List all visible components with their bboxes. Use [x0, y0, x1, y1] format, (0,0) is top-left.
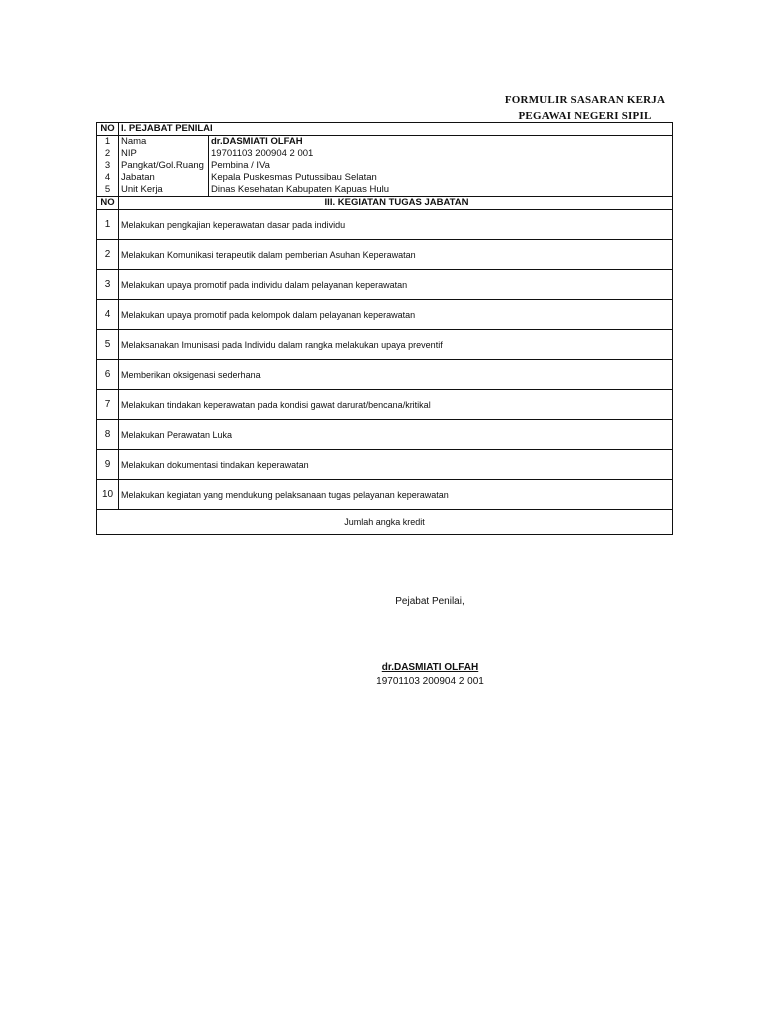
task-description: Memberikan oksigenasi sederhana	[119, 360, 673, 390]
row-number: 4	[97, 172, 119, 184]
info-row-nip	[97, 148, 673, 160]
info-row-jabatan	[97, 172, 673, 184]
task-number: 2	[97, 240, 119, 270]
signature-role: Pejabat Penilai,	[395, 596, 465, 607]
task-description: Melakukan pengkajian keperawatan dasar pada individu	[119, 210, 673, 240]
form-table	[96, 122, 673, 535]
section3-header-row	[97, 197, 673, 210]
task-description: Melakukan kegiatan yang mendukung pelaksanaan tugas pelayanan keperawatan	[119, 480, 673, 510]
task-row	[97, 420, 673, 450]
form-title: FORMULIR SASARAN KERJA	[504, 94, 666, 106]
info-value: Kepala Puskesmas Putussibau Selatan	[209, 172, 673, 184]
task-row	[97, 360, 673, 390]
task-row	[97, 390, 673, 420]
info-row-pangkat	[97, 160, 673, 172]
info-value: dr.DASMIATI OLFAH	[209, 136, 673, 149]
task-description: Melakukan upaya promotif pada individu dalam pelayanan keperawatan	[119, 270, 673, 300]
no-column-header: NO	[97, 123, 119, 136]
task-row	[97, 480, 673, 510]
task-description: Melakukan Komunikasi terapeutik dalam pemberian Asuhan Keperawatan	[119, 240, 673, 270]
total-credit-label: Jumlah angka kredit	[97, 510, 673, 535]
info-value: Dinas Kesehatan Kabupaten Kapuas Hulu	[209, 184, 673, 197]
total-row	[97, 510, 673, 535]
signature-name: dr.DASMIATI OLFAH	[381, 662, 479, 673]
section1-header-row	[97, 123, 673, 136]
info-row-unit-kerja	[97, 184, 673, 197]
task-row	[97, 240, 673, 270]
info-label: NIP	[119, 148, 209, 160]
task-description: Melakukan Perawatan Luka	[119, 420, 673, 450]
task-description: Melakukan tindakan keperawatan pada kondisi gawat darurat/bencana/kritikal	[119, 390, 673, 420]
row-number: 5	[97, 184, 119, 197]
task-row	[97, 450, 673, 480]
task-description: Melakukan dokumentasi tindakan keperawatan	[119, 450, 673, 480]
info-label: Pangkat/Gol.Ruang	[119, 160, 209, 172]
task-number: 10	[97, 480, 119, 510]
task-number: 4	[97, 300, 119, 330]
task-row	[97, 330, 673, 360]
row-number: 2	[97, 148, 119, 160]
task-number: 6	[97, 360, 119, 390]
section1-title: I. PEJABAT PENILAI	[119, 123, 673, 136]
task-number: 7	[97, 390, 119, 420]
task-number: 5	[97, 330, 119, 360]
task-number: 3	[97, 270, 119, 300]
info-value: Pembina / IVa	[209, 160, 673, 172]
info-label: Unit Kerja	[119, 184, 209, 197]
no-column-header: NO	[97, 197, 119, 210]
task-number: 8	[97, 420, 119, 450]
task-row	[97, 210, 673, 240]
form-subtitle: PEGAWAI NEGERI SIPIL	[518, 110, 652, 122]
signature-nip: 19701103 200904 2 001	[376, 676, 484, 687]
task-description: Melakukan upaya promotif pada kelompok dalam pelayanan keperawatan	[119, 300, 673, 330]
info-value: 19701103 200904 2 001	[209, 148, 673, 160]
task-number: 1	[97, 210, 119, 240]
task-number: 9	[97, 450, 119, 480]
info-label: Nama	[119, 136, 209, 149]
row-number: 3	[97, 160, 119, 172]
task-row	[97, 300, 673, 330]
task-row	[97, 270, 673, 300]
row-number: 1	[97, 136, 119, 149]
task-description: Melaksanakan Imunisasi pada Individu dalam rangka melakukan upaya preventif	[119, 330, 673, 360]
info-label: Jabatan	[119, 172, 209, 184]
info-row-nama	[97, 136, 673, 149]
section3-title: III. KEGIATAN TUGAS JABATAN	[119, 197, 673, 210]
